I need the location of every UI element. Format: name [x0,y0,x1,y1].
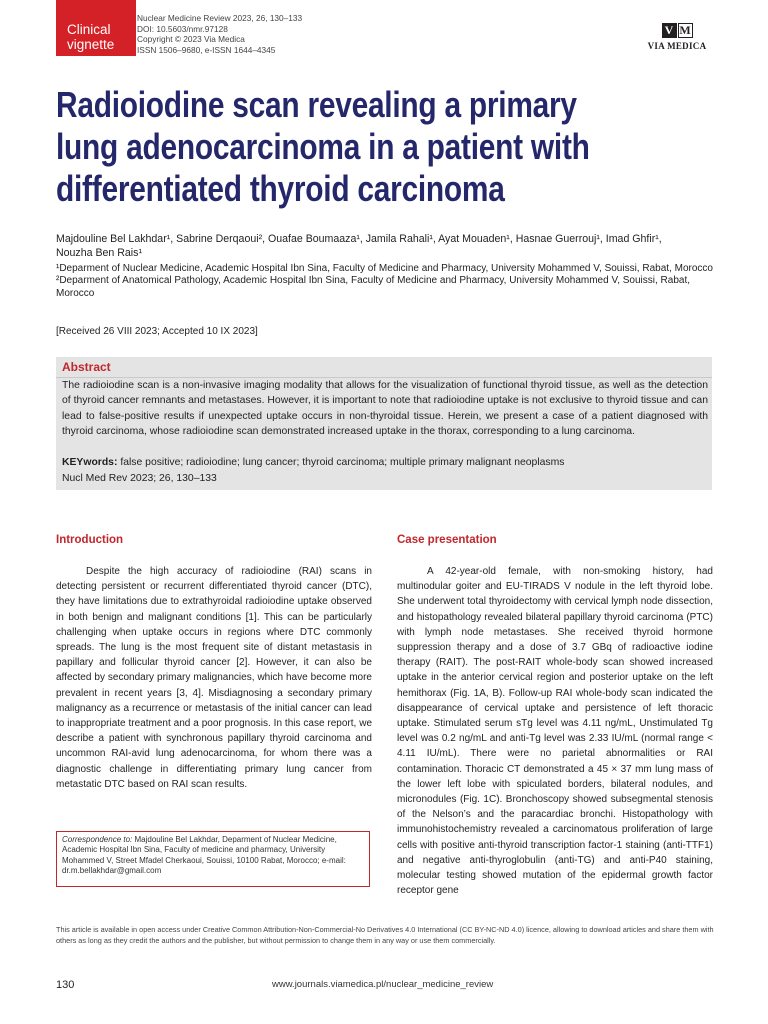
keywords [62,457,708,468]
issn: ISSN 1506–9680, e-ISSN 1644–4345 [137,44,276,55]
affiliations [56,263,716,300]
correspondence-label: Correspondence to: [62,835,133,844]
authors-line1: Majdouline Bel Lakhdar¹, Sabrine Derqaoui², Ouafae Boumaaza¹, Jamila Rahali¹, Ayat Mouaden¹, Hasnae Guerrouj¹, Imad Ghfir¹, [56,233,662,245]
case-presentation-body [397,564,713,898]
abstract-citation: Nucl Med Rev 2023; 26, 130–133 [62,473,217,484]
abstract-box [56,357,712,490]
journal-citation: Nuclear Medicine Review 2023, 26, 130–133 [137,13,303,23]
publisher-name: VIA MEDICA [647,41,707,51]
keywords-text: false positive; radioiodine; lung cancer; thyroid carcinoma; multiple primary malignant neoplasms [117,457,565,468]
journal-url[interactable]: www.journals.viamedica.pl/nuclear_medicine_review [272,979,494,990]
article-type-line1: Clinical [67,22,111,37]
authors-line2: Nouzha Ben Rais¹ [56,247,142,259]
doi-link[interactable]: DOI: 10.5603/nmr.97128 [137,23,228,34]
abstract-heading: Abstract [62,360,111,374]
article-type-badge [56,0,136,56]
keywords-label: KEYwords: [62,457,118,468]
introduction-paragraph: Despite the high accuracy of radioiodine (RAI) scans in detecting persistent or recurrent differentiated thyroid cancer (DTC), they have limitations due to extrathyroidal radioiodine uptake observed in both benign and malignant conditions [1]. This can be particularly challenging when uptake occurs in regions where DTC commonly spreads. The lung is the most frequent site of distant metastasis in papillary and follicular thyroid cancer [2]. However, it can also be affected by secondary primary malignancies, which have become more prevalent in recent years [3, 4]. Misdiagnosing a secondary primary malignancy as a recurrence or metastasis of the initial cancer can lead to inappropriate treatment and a poor prognosis. In this case report, we describe a patient with synchronous papillary thyroid carcinoma and uncommon RAI-avid lung adenocarcinoma, for whom there was a diagnostic challenge in differentiating primary lung cancer from metastatic DTC based on RAI scan results. [56,566,372,790]
affiliation-2: ²Deparment of Anatomical Pathology, Academic Hospital Ibn Sina, Faculty of Medicine and Pharmacy, University Mohammed V, Souissi, Rabat, Morocco [56,275,691,299]
title-line: Radioiodine scan revealing a primary [56,84,577,125]
correspondence-text: Majdouline Bel Lakhdar, Deparment of Nuclear Medicine, Academic Hospital Ibn Sina, Faculty of medicine and pharmacy, University Mohammed V, Street Mfadel Cherkaoui, Souissi, 10100 Rabat, Morocco; e-mail: dr.m.bellakhdar@gmail.com [62,835,346,876]
case-paragraph: A 42-year-old female, with non-smoking history, had multinodular goiter and EU-TIRADS V nodule in the left thyroid lobe. She underwent total thyroidectomy with cervical lymph node dissection, and histopathology revealed bilateral papillary thyroid carcinoma (PTC) with lymph node metastases. She received thyroid hormone suppression therapy and a dose of 3.7 GBq of radioactive iodine therapy (RAIT). The post-RAIT whole-body scan showed increased uptake in the anterior cervical region and posterior uptake on the left hemithorax (Fig. 1A, B). Follow-up RAI whole-body scan indicated the disappearance of cervical uptake and persistence of left thoracic uptake. Stimulated serum sTg level was 4.11 ng/mL, Unstimulated Tg level was 0.2 ng/mL and anti-Tg level was 2.33 IU/mL (normal range < 4.11 IU/mL). There were no parietal abnormalities or RAI contamination. Thoracic CT demonstrated a 45 × 37 mm lung mass of the lower left lobe with spiculated borders, bilateral nodules, and micronodules (Fig. 1C). Bronchoscopy showed subsegmental stenosis of the Nelson’s and the paracardiac bronchi. Histopathology with immunohistochemistry revealed a carcinomatous proliferation of large cells with positive anti-thyroid transcription factor-1 staining (anti-TTF1) and negative anti-thyroglobulin (anti-TG) and anti-P40 staining, molecular testing showed mutation of the epidermal growth factor receptor gene [397,566,713,897]
page-number: 130 [56,979,75,991]
copyright: Copyright © 2023 Via Medica [137,34,245,45]
article-type-line2: vignette [67,37,115,52]
introduction-body [56,564,372,792]
introduction-heading: Introduction [56,534,124,546]
case-presentation-heading: Case presentation [397,534,497,546]
affiliation-1: ¹Deparment of Nuclear Medicine, Academic Hospital Ibn Sina, Faculty of Medicine and Pharmacy, University Mohammed V, Souissi, Rabat, Morocco [56,263,713,274]
title-line: lung adenocarcinoma in a patient with [56,126,590,167]
license-notice: This article is available in open access under Creative Common Attribution-Non-Commercial-No Derivatives 4.0 International (CC BY-NC-ND 4.0) licence, allowing to download articles and share them with others as long as they credit the authors and the publisher, but without permission to change them in any way or use them commercially. [56,925,714,945]
via-medica-logo [640,21,714,51]
article-title [56,84,720,210]
received-dates: [Received 26 VIII 2023; Accepted 10 IX 2023] [56,326,258,337]
journal-meta [137,13,302,55]
correspondence-box [56,831,370,887]
vm-logo-icon: V M [662,23,693,38]
title-line: differentiated thyroid carcinoma [56,168,505,209]
author-list [56,232,716,260]
abstract-text: The radioiodine scan is a non-invasive imaging modality that allows for the visualization of functional thyroid tissue, as well as the detection of thyroid cancer remnants and metastases. However, it is important to note that radioiodine uptake is not exclusive to thyroid tissue and can lead to false-positive results if unexpected uptake occurs in non-thyroidal tissue. Herein, we present a case of a patient diagnosed with thyroid carcinoma, whose radioiodine scan demonstrated increased uptake in the thorax, corresponding to a lung carcinoma. [62,380,708,438]
